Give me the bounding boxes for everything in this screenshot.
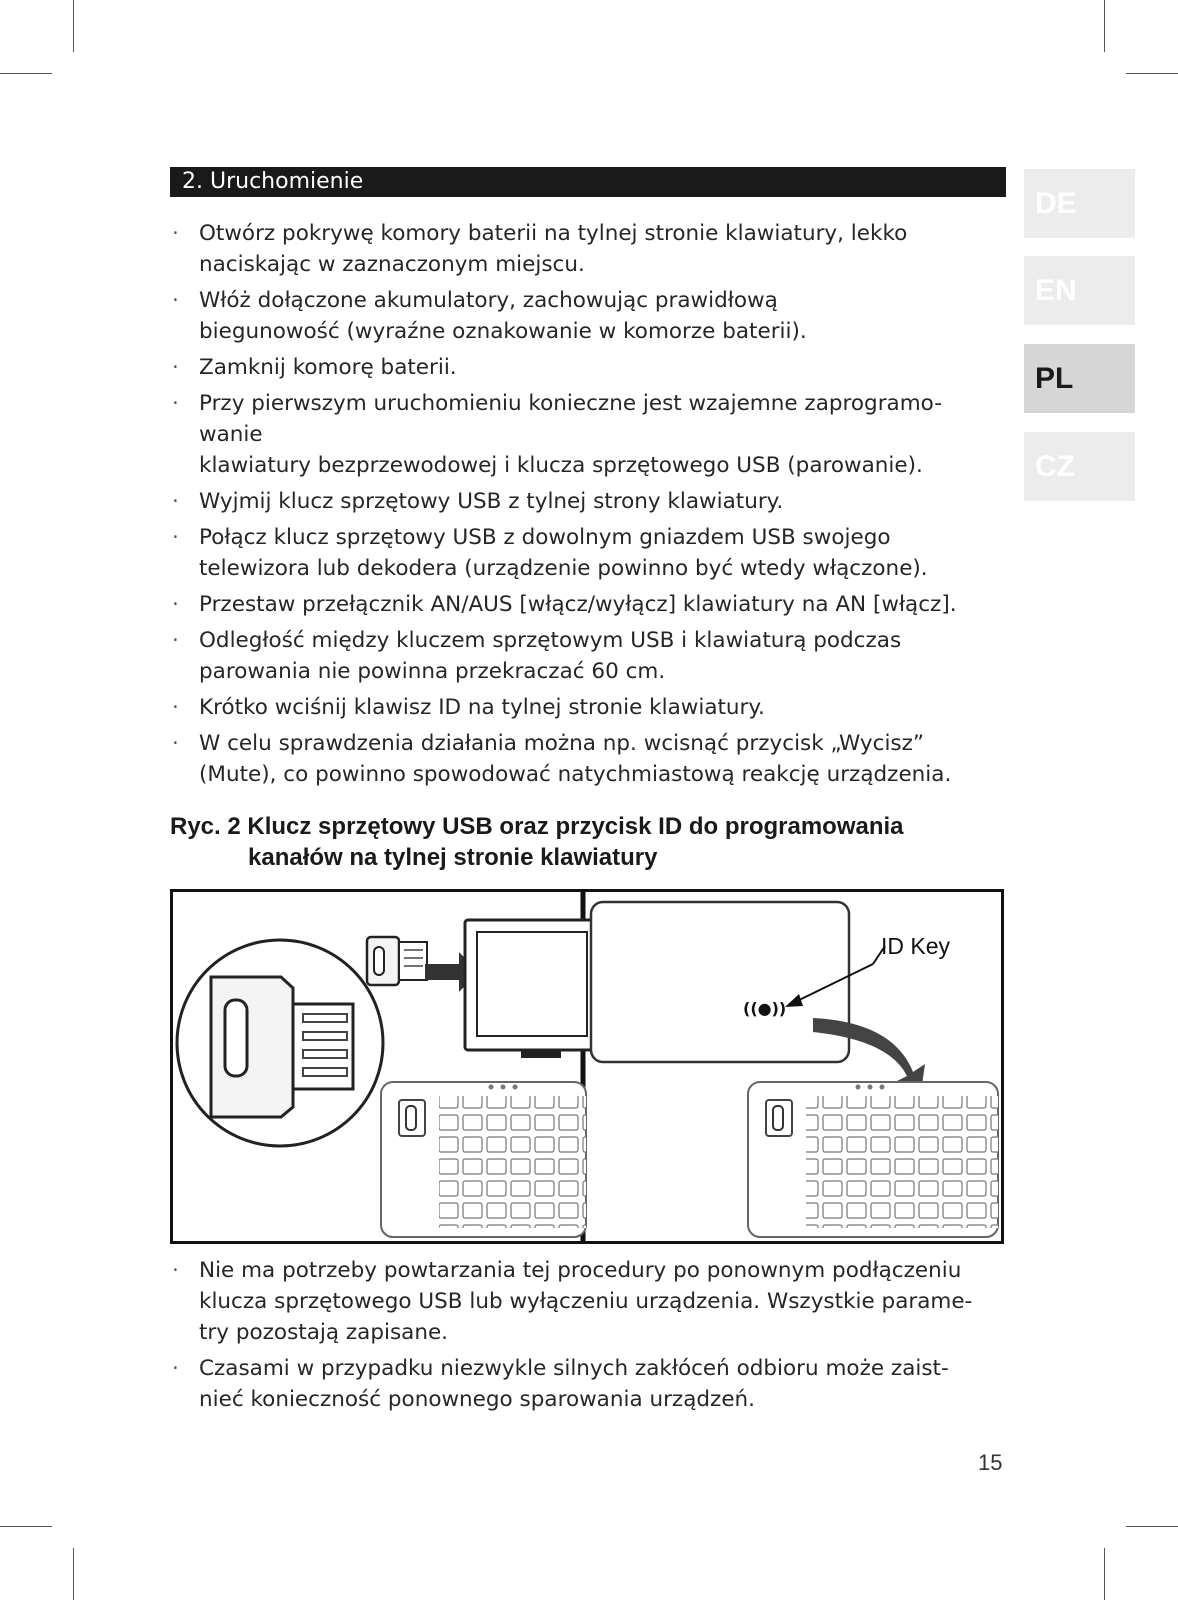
lang-tab-de: DE xyxy=(1024,169,1135,238)
keyboard-back-icon xyxy=(381,1082,586,1237)
list-item: · Czasami w przypadku niezwykle silnych zakłóceń odbioru może zaist- nieć konieczność ponownego sparowania urządzeń. xyxy=(170,1353,1010,1415)
list-item: · Nie ma potrzeby powtarzania tej procedury po ponownym podłączeniu klucza sprzętowego USB lub wyłączeniu urządzenia. Wszystkie parame- try pozostają zapisane. xyxy=(170,1255,1010,1348)
keyboard-cover-icon xyxy=(591,902,849,1062)
usb-dongle-icon xyxy=(367,937,427,985)
list-item: · Odległość między kluczem sprzętowym USB i klawiaturą podczas parowania nie powinna przekraczać 60 cm. xyxy=(170,625,1010,687)
crop-mark xyxy=(1126,1526,1178,1527)
figure-illustration xyxy=(170,889,1004,1244)
list-item: · Przestaw przełącznik AN/AUS [włącz/wyłącz] klawiatury na AN [włącz]. xyxy=(170,589,1010,620)
crop-mark xyxy=(1104,0,1105,52)
list-item: · Otwórz pokrywę komory baterii na tylnej stronie klawiatury, lekko naciskając w zaznaczonym miejscu. xyxy=(170,218,1010,280)
section-header xyxy=(170,167,1006,197)
crop-mark xyxy=(0,73,52,74)
list-item: · Połącz klucz sprzętowy USB z dowolnym gniazdem USB swojego telewizora lub dekodera (urządzenie powinno być wtedy włączone). xyxy=(170,522,1010,584)
figure-caption xyxy=(170,811,1010,873)
lang-tab-cz: CZ xyxy=(1024,432,1135,501)
usb-dongle-zoom-icon xyxy=(177,940,383,1146)
figure-caption-line1: Ryc. 2 Klucz sprzętowy USB oraz przycisk ID do programowania xyxy=(170,813,904,840)
crop-mark xyxy=(73,0,74,52)
list-item: · Zamknij komorę baterii. xyxy=(170,352,1010,383)
tv-icon xyxy=(465,920,595,1058)
figure-caption-line2: kanałów na tylnej stronie klawiatury xyxy=(248,844,658,871)
lang-tab-en: EN xyxy=(1024,256,1135,325)
section-title: 2. Uruchomienie xyxy=(182,169,364,194)
list-item: · Krótko wciśnij klawisz ID na tylnej stronie klawiatury. xyxy=(170,692,1010,723)
crop-mark xyxy=(0,1526,52,1527)
keyboard-back-icon xyxy=(748,1082,998,1237)
crop-mark xyxy=(73,1548,74,1600)
page-number: 15 xyxy=(978,1450,1003,1475)
list-item: · Przy pierwszym uruchomieniu konieczne jest wzajemne zaprogramo- wanie klawiatury bezprzewodowej i klucza sprzętowego USB (parowanie). xyxy=(170,388,1010,481)
id-key-label: ID Key xyxy=(881,933,951,959)
list-item: · Włóż dołączone akumulatory, zachowując prawidłową biegunowość (wyraźne oznakowanie w komorze baterii). xyxy=(170,285,1010,347)
notes-list xyxy=(170,1255,1010,1420)
crop-mark xyxy=(1104,1548,1105,1600)
list-item: · W celu sprawdzenia działania można np. wcisnąć przycisk „Wycisz” (Mute), co powinno spowodować natychmiastową reakcję urządzenia. xyxy=(170,728,1010,790)
id-key-icon: ((●)) xyxy=(743,999,787,1018)
setup-steps-list xyxy=(170,218,1010,795)
lang-tab-pl: PL xyxy=(1024,344,1135,413)
crop-mark xyxy=(1126,73,1178,74)
usb-dongle-and-id-key-illustration xyxy=(173,892,1001,1241)
list-item: · Wyjmij klucz sprzętowy USB z tylnej strony klawiatury. xyxy=(170,486,1010,517)
